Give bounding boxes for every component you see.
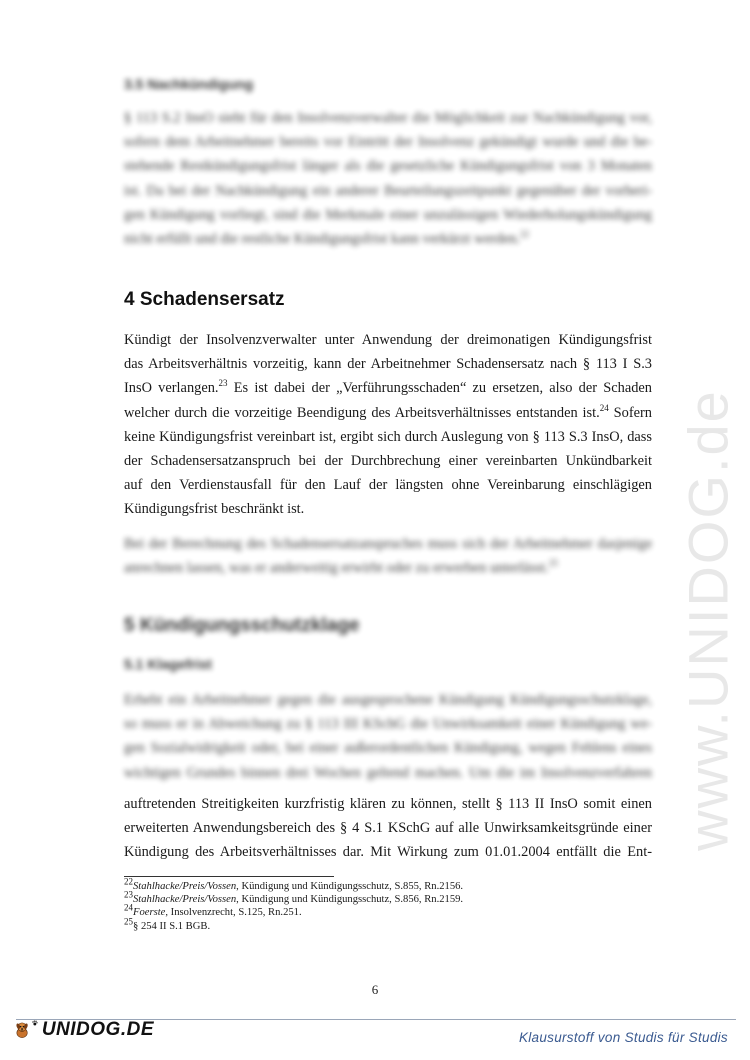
text-line: Kündigungsfrist beschränkt ist. — [124, 501, 305, 518]
footnotes — [124, 876, 652, 933]
text-line: der Schadensersatzanspruch bei der Durchbrechung einer vereinbarten Unkündbarkeit — [124, 453, 652, 470]
section-3-5-heading: 3.5 Nachkündigung — [124, 76, 254, 92]
section-4-paragraph — [124, 328, 652, 522]
footnote-divider — [124, 876, 334, 877]
footnote: $^{25}$§ 254 II S.1 BGB. — [124, 916, 211, 932]
section-5-heading: 5 Kündigungsschutzklage — [124, 615, 360, 636]
footer-claim: Klausurstoff von Studis für Studis — [518, 1030, 728, 1045]
text-line: auftretenden Streitigkeiten kurzfristig klären zu können, stellt § 113 II InsO somit einen — [124, 796, 652, 812]
logo-text: UNIDOG.DE — [41, 1019, 154, 1040]
section-5-1-paragraph — [124, 792, 652, 865]
text-line: das Arbeitsverhältnis vorzeitig, kann der Arbeitnehmer Schadensersatz nach § 113 I S.3 — [124, 356, 652, 373]
text-line: gen Sozialwidrigkeit oder, bei einer außerordentlichen Kündigung, wegen Fehlens eines — [124, 740, 652, 757]
text-line: gen Kündigung vorliegt, sind die Merkmale einer unzulässigen Wiederholungskündigung — [124, 206, 652, 223]
page-number: 6 — [371, 982, 379, 997]
text-line: nicht erfüllt und die restliche Kündigungsfrist kann verkürzt werden.$^{22}$ — [124, 229, 530, 248]
text-line: Kündigung des Arbeitsverhältnisses dar. Mit Wirkung zum 01.01.2004 entfällt die Ent- — [124, 844, 652, 861]
footnote-ref: 25 — [548, 558, 558, 569]
text-line: § 113 S.2 InsO sieht für den Insolvenzverwalter die Möglichkeit zur Nachkündigung vor, — [124, 110, 652, 126]
footnote: $^{22}$Stahlhacke/Preis/Vossen, Kündigung und Kündigungsschutz, S.855, Rn.2156. — [124, 876, 464, 892]
watermark: www.UNIDOG.de — [676, 389, 740, 851]
text-line: keine Kündigungsfrist vereinbart ist, ergibt sich durch Auslegung von § 113 S.3 InsO, dass — [124, 428, 652, 445]
text-line: auf den Verdienstausfall für den Lauf der längsten ohne Vereinbarung einschlägigen — [124, 477, 652, 494]
section-4-blurred-paragraph — [124, 532, 652, 580]
text-line: stehende Restkündigungsfrist länger als die gesetzliche Kündigungsfrist von 3 Monaten — [124, 158, 652, 175]
footnote: $^{23}$Stahlhacke/Preis/Vossen, Kündigung und Kündigungsschutz, S.856, Rn.2159. — [124, 889, 464, 906]
unidog-logo[interactable] — [14, 1010, 154, 1050]
footnote-ref: 23 — [218, 378, 228, 389]
section-5-1-heading: 5.1 Klagefrist — [124, 656, 212, 672]
text-line: Erhebt ein Arbeitnehmer gegen die ausgesprochene Kündigung Kündigungsschutzklage, — [124, 692, 652, 708]
text-line: wichtigen Grundes binnen drei Wochen geltend machen. Um die im Insolvenzverfahren — [124, 764, 652, 781]
paw-icon — [32, 1017, 38, 1029]
text-line: InsO verlangen.$^{23}$ Es ist dabei der „Verführungsschaden“ zu ersetzen, also der Schaden — [124, 378, 652, 397]
section-5-1-blurred-paragraph — [124, 688, 652, 785]
section-3-5-paragraph — [124, 106, 652, 251]
text-line: Kündigt der Insolvenzverwalter unter Anwendung der dreimonatigen Kündigungsfrist — [124, 332, 652, 348]
text-line: erweiterten Anwendungsbereich des § 4 S.1 KSchG auf alle Unwirksamkeitsgründe einer — [124, 820, 652, 837]
section-4-heading: 4 Schadensersatz — [124, 289, 285, 310]
text-line: sofern dem Arbeitnehmer bereits vor Eintritt der Insolvenz gekündigt wurde und die be- — [124, 134, 652, 151]
text-line: ist. Da bei der Nachkündigung ein anderer Beurteilungszeitpunkt gegenüber der vorheri- — [124, 182, 652, 199]
text-line: anrechnen lassen, was er anderweitig erwirbt oder zu erwerben unterlässt.$^{25}$ — [124, 558, 558, 577]
text-line: welcher durch die vorzeitige Beendigung des Arbeitsverhältnisses entstanden ist.$^{24}$ Sofern — [124, 402, 652, 421]
footnote: $^{24}$Foerste, Insolvenzrecht, S.125, Rn.251. — [124, 902, 302, 919]
footnote-ref: 24 — [599, 402, 609, 413]
text-line: so muss er in Abweichung zu § 113 III KSchG die Unwirksamkeit einer Kündigung we- — [124, 716, 652, 733]
dog-mascot-icon — [14, 1012, 30, 1048]
footnote-ref: 22 — [520, 229, 530, 240]
text-line: Bei der Berechnung des Schadensersatzanspruches muss sich der Arbeitnehmer dasjenige — [124, 536, 652, 552]
